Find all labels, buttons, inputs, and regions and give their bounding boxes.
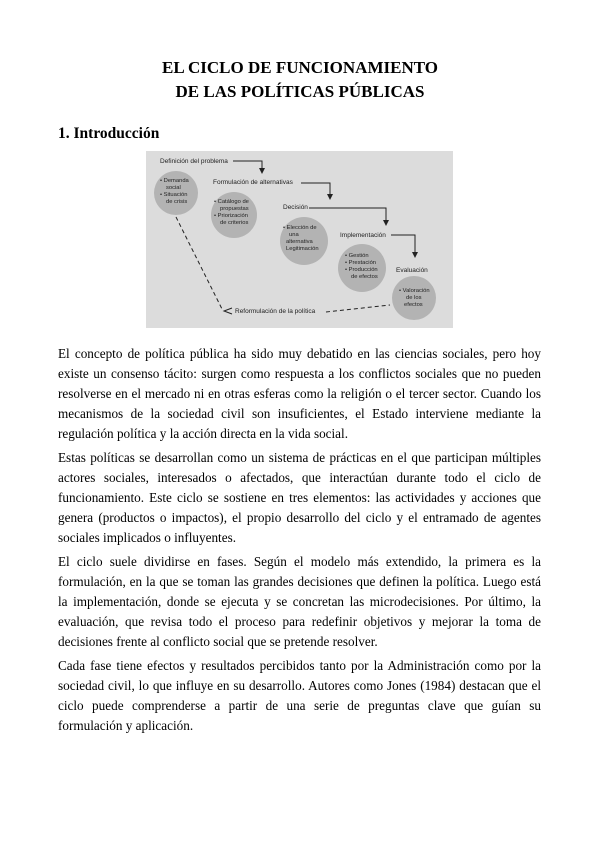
- stage-5-item: efectos: [404, 302, 423, 308]
- stage-3-item: Legitimación: [286, 246, 319, 252]
- paragraph-4: Cada fase tiene efectos y resultados percibidos tanto por la Administración como por la sociedad civil, lo que influye en su desarrollo. Autores como Jones (1984) destacan que el ciclo puede comprenderse a partir de una serie de preguntas clave que guían su formulación y aplicación.: [58, 658, 541, 733]
- stage-1-item: social: [166, 185, 181, 191]
- feedback-dashed-base: [326, 305, 390, 312]
- stage-title-4: Implementación: [340, 232, 386, 239]
- document-title: [0, 56, 600, 104]
- section-heading: 1. Introducción: [58, 125, 160, 142]
- connector-arrow-4: [391, 235, 415, 257]
- stage-3-item: alternativa: [286, 239, 313, 245]
- stage-5-item: de los: [406, 295, 422, 301]
- stage-2-item: • Catálogo de: [214, 199, 249, 205]
- stage-2-item: • Priorización: [214, 213, 248, 219]
- paragraph-2: Estas políticas se desarrollan como un sistema de prácticas en el que participan múltiples actores sociales, interesados o afectados, que interactúan durante todo el ciclo de funcionamiento. Este ciclo se sostiene en tres elementos: las actividades y acciones que genera (productos o impactos), el propio desarrollo del ciclo y el entramado de agentes sociales implicados o influyentes.: [58, 450, 541, 545]
- connector-arrow-3: [309, 208, 386, 225]
- feedback-arrow-icon: [224, 308, 232, 314]
- feedback-label: Reformulación de la política: [235, 308, 316, 315]
- stage-4-item: • Gestión: [345, 253, 369, 259]
- stage-4-item: de efectos: [351, 274, 378, 280]
- stage-1-item: • Situación: [160, 192, 188, 198]
- stage-title-2: Formulación de alternativas: [213, 179, 293, 186]
- paragraph-1: El concepto de política pública ha sido muy debatido en las ciencias sociales, pero hoy existe un consenso tácito: surgen como respuesta a los conflictos sociales que no pueden resolverse en el mercado ni en otras esferas como la religión o el tercer sector. Cuando los mecanismos de la sociedad civil son insuficientes, el Estado interviene mediante la regulación política y la acción directa en la vida social.: [58, 346, 541, 441]
- stage-2-item: propuestas: [220, 206, 249, 212]
- stage-title-5: Evaluación: [396, 267, 428, 274]
- title-line-1: EL CICLO DE FUNCIONAMIENTO: [162, 58, 438, 77]
- title-line-2: DE LAS POLÍTICAS PÚBLICAS: [175, 82, 425, 101]
- policy-cycle-diagram: [146, 151, 453, 328]
- stage-title-1: Definición del problema: [160, 158, 228, 165]
- connector-arrow-2: [301, 183, 330, 199]
- stage-5-item: • Valoración: [399, 288, 430, 294]
- stage-4-item: • Prestación: [345, 260, 377, 266]
- paragraph-3: El ciclo suele dividirse en fases. Según el modelo más extendido, la primera es la formulación, en la que se toman las grandes decisiones que definen la política. Luego está la implementación, donde se ejecuta y se concretan las microdecisiones. Por último, la evaluación, que revisa todo el proceso para redefinir objetivos y mejorar la toma de decisiones frente al conflicto social que se pretende resolver.: [58, 554, 541, 649]
- connector-arrow-1: [233, 161, 262, 173]
- stage-title-3: Decisión: [283, 204, 308, 211]
- feedback-dashed-line: [176, 217, 222, 309]
- stage-3-item: una: [289, 232, 299, 238]
- stage-4-item: • Producción: [345, 267, 378, 273]
- stage-1-item: • Demanda: [160, 178, 189, 184]
- stage-3-item: • Elección de: [283, 225, 317, 231]
- stage-1-item: de crisis: [166, 199, 188, 205]
- stage-2-item: de criterios: [220, 220, 249, 226]
